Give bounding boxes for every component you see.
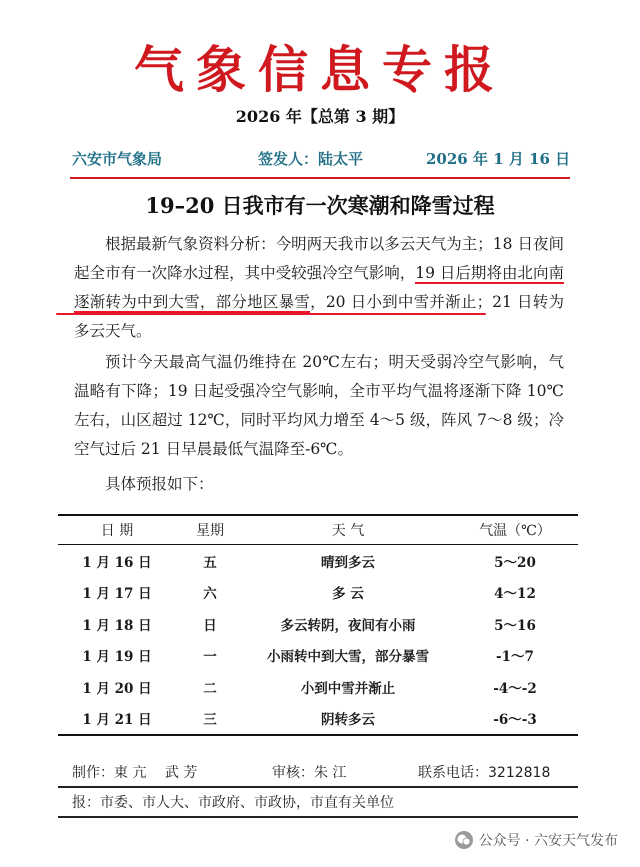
- wechat-icon: [455, 831, 473, 849]
- header-temperature: 气温（℃）: [479, 523, 551, 539]
- row-weekday: 五: [203, 554, 217, 571]
- paragraph-1-part-b: ，20 日小到中雪并渐止；21 日转为多云天气。: [74, 293, 564, 340]
- row-weekday: 日: [203, 617, 217, 634]
- row-temperature: -4～-2: [493, 680, 537, 697]
- issue-number: 2026 年【总第 3 期】: [235, 107, 405, 126]
- table-row: [58, 671, 578, 703]
- forecast-table-header: [58, 516, 578, 545]
- contact-phone: 联系电话：3212818: [418, 765, 551, 781]
- row-weather: 多 云: [332, 586, 364, 603]
- red-underline-mark: [56, 313, 486, 315]
- paragraph-1: [74, 230, 564, 346]
- producer: 制作：東 亢 武 芳: [72, 765, 198, 781]
- row-temperature: 4～12: [494, 586, 536, 603]
- row-date: 1 月 21 日: [82, 712, 152, 729]
- row-temperature: -6～-3: [493, 712, 537, 729]
- masthead-title: 气象信息专报: [134, 40, 506, 99]
- row-date: 1 月 19 日: [82, 649, 152, 666]
- row-date: 1 月 16 日: [82, 554, 152, 571]
- row-weather: 小雨转中到大雪，部分暴雪: [267, 649, 429, 666]
- row-temperature: -1～7: [496, 649, 534, 666]
- reviewer: 审核：朱 江: [272, 765, 347, 781]
- paragraph-3: 具体预报如下：: [105, 475, 214, 493]
- row-weather: 小到中雪并渐止: [300, 680, 396, 697]
- header-divider: [70, 177, 570, 179]
- row-temperature: 5～16: [494, 617, 536, 634]
- table-row: [58, 545, 578, 577]
- watermark-text: 公众号 · 六安天气发布: [478, 833, 618, 849]
- article-headline: 19–20 日我市有一次寒潮和降雪过程: [145, 193, 495, 218]
- row-weather: 阴转多云: [321, 712, 375, 729]
- paragraph-1-part-a: 根据最新气象资料分析：今明两天我市以多云天气为主；18 日夜间起全市有一次降水过程，其中受较强冷空气影响，: [74, 235, 564, 282]
- table-row: [58, 577, 578, 609]
- footer-divider: [58, 786, 578, 788]
- footer-bottom-divider: [58, 816, 578, 818]
- header-date: 日 期: [100, 523, 134, 539]
- row-temperature: 5～20: [494, 554, 536, 571]
- table-row: [58, 640, 578, 672]
- row-date: 1 月 20 日: [82, 680, 152, 697]
- row-weekday: 六: [203, 586, 217, 603]
- header-weekday: 星期: [196, 523, 224, 539]
- publish-date: 2026 年 1 月 16 日: [426, 150, 571, 168]
- signer: 签发人：陆太平: [258, 150, 364, 168]
- row-weekday: 三: [203, 712, 217, 729]
- row-date: 1 月 17 日: [82, 586, 152, 603]
- row-weather: 晴到多云: [321, 554, 375, 571]
- row-weekday: 一: [203, 649, 217, 666]
- bureau-name: 六安市气象局: [72, 150, 163, 168]
- paragraph-2: 预计今天最高气温仍维持在 20℃左右；明天受弱冷空气影响，气温略有下降；19 日起受强冷空气影响，全市平均气温将逐渐下降 10℃左右，山区超过 12℃，同时平均风力增至 4～5 级，阵风 7～8 级；冷空气过后 21 日早晨最低气温降至-6℃。: [74, 353, 564, 458]
- watermark: [455, 830, 618, 850]
- row-weather: 多云转阴，夜间有小雨: [280, 617, 416, 634]
- row-weekday: 二: [203, 680, 217, 697]
- header-weather: 天 气: [331, 523, 365, 539]
- table-row: [58, 703, 578, 735]
- recipients: 报：市委、市人大、市政府、市政协，市直有关单位: [72, 795, 394, 811]
- highlighted-snow-warning: 19 日后期将由北向南逐渐转为中到大雪，部分地区暴雪: [74, 264, 564, 311]
- table-row: [58, 608, 578, 640]
- row-date: 1 月 18 日: [82, 617, 152, 634]
- forecast-table: [58, 514, 578, 736]
